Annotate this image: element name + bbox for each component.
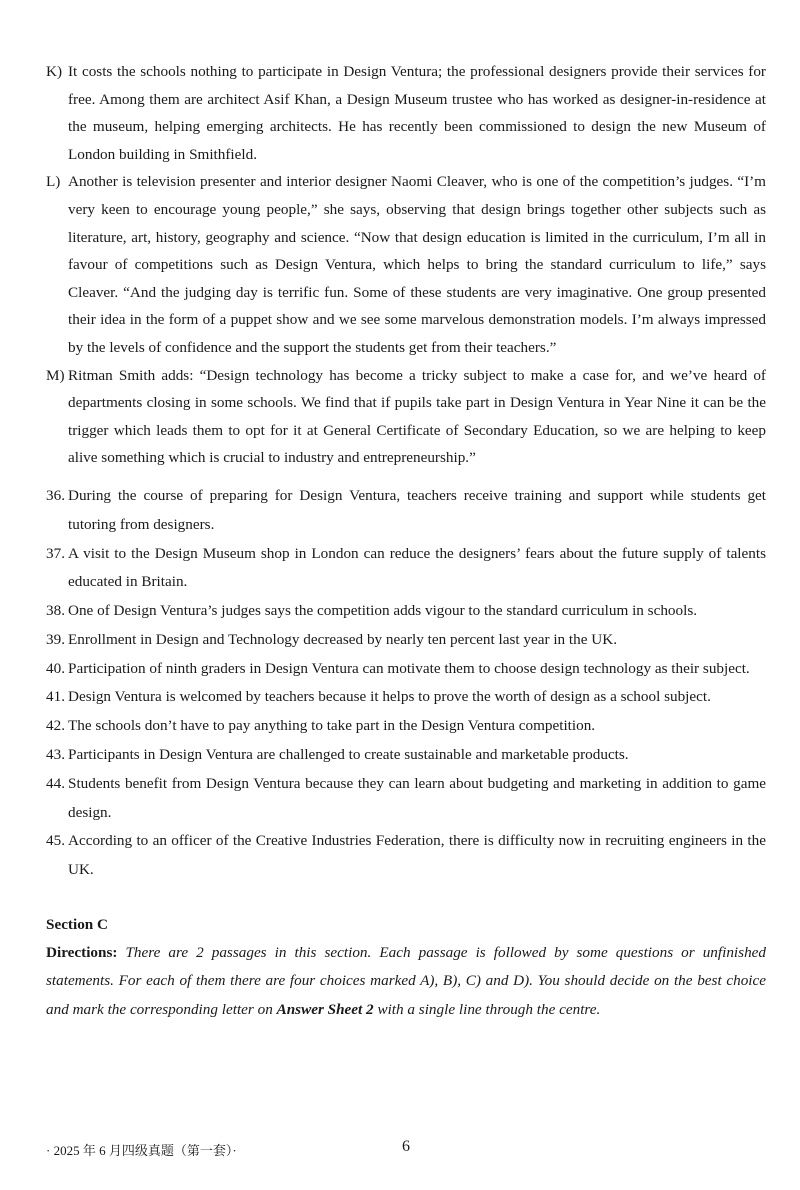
question-text: During the course of preparing for Design Ventura, teachers receive training and support while students get tutoring from designers. bbox=[68, 486, 766, 533]
question-number: 36. bbox=[46, 486, 65, 504]
question-text: Design Ventura is welcomed by teachers because it helps to prove the worth of design as a school subject. bbox=[68, 688, 711, 706]
question-number: 37. bbox=[46, 544, 65, 562]
paragraph-m bbox=[46, 362, 766, 472]
question-number: 42. bbox=[46, 717, 65, 735]
question-number: 44. bbox=[46, 774, 65, 792]
question-number: 39. bbox=[46, 630, 65, 648]
question-item bbox=[46, 482, 766, 540]
paragraph-label: M) bbox=[46, 366, 65, 384]
paragraph-text: It costs the schools nothing to participate in Design Ventura; the professional designers provide their services for free. Among them are architect Asif Khan, a Design Museum trustee who has worked as designer-in-residence at the museum, helping emerging architects. He has recently been commissioned to design the new Museum of London building in Smithfield. bbox=[68, 63, 766, 163]
question-number: 45. bbox=[46, 832, 65, 850]
page-number: 6 bbox=[402, 1138, 410, 1155]
question-number: 41. bbox=[46, 688, 65, 706]
directions-label: Directions: bbox=[46, 944, 118, 962]
question-text: Participation of ninth graders in Design Ventura can motivate them to choose design technology as their subject. bbox=[68, 659, 750, 677]
question-text: Participants in Design Ventura are challenged to create sustainable and marketable products. bbox=[68, 746, 629, 764]
exam-page bbox=[46, 58, 766, 1024]
passage-paragraphs bbox=[46, 58, 766, 472]
section-c bbox=[46, 911, 766, 1024]
question-text: Students benefit from Design Ventura because they can learn about budgeting and marketing in addition to game design. bbox=[68, 774, 766, 821]
paragraph-label: L) bbox=[46, 173, 61, 191]
section-directions bbox=[46, 939, 766, 1024]
question-text: A visit to the Design Museum shop in London can reduce the designers’ fears about the future supply of talents educated in Britain. bbox=[68, 544, 766, 591]
paragraph-text: Another is television presenter and interior designer Naomi Cleaver, who is one of the competition’s judges. “I’m very keen to encourage young people,” she says, observing that design brings together other subjects such as literature, art, history, geography and science. “Now that design education is limited in the curriculum, I’m all in favour of competitions such as Design Ventura, which helps to bring the standard curriculum to life,” says Cleaver. “And the judging day is terrific fun. Some of these students are very imaginative. One group presented their idea in the form of a puppet show and we see some marvelous demonstration models. I’m always impressed by the levels of confidence and the support the students get from their teachers.” bbox=[68, 173, 766, 356]
question-item bbox=[46, 540, 766, 598]
question-item bbox=[46, 712, 766, 741]
question-item bbox=[46, 683, 766, 712]
question-text: One of Design Ventura’s judges says the competition adds vigour to the standard curriculum in schools. bbox=[68, 602, 698, 620]
paragraph-label: K) bbox=[46, 63, 63, 80]
exam-label: · 2025 年 6 月四级真题（第一套）· bbox=[46, 1143, 237, 1158]
question-item bbox=[46, 770, 766, 828]
question-text: Enrollment in Design and Technology decreased by nearly ten percent last year in the UK. bbox=[68, 630, 618, 648]
directions-text: There are 2 passages in this section. Each passage is followed by some questions or unfinished statements. For each of them there are four choices marked A), B), C) and D). You should decide on the best choice and mark the corresponding letter on bbox=[46, 944, 766, 1018]
question-item bbox=[46, 827, 766, 885]
page-footer bbox=[40, 1138, 760, 1160]
question-text: According to an officer of the Creative Industries Federation, there is difficulty now in recruiting engineers in the UK. bbox=[68, 832, 766, 879]
question-item bbox=[46, 741, 766, 770]
question-item bbox=[46, 655, 766, 684]
directions-text-end: with a single line through the centre. bbox=[373, 1000, 601, 1018]
section-title: Section C bbox=[46, 916, 109, 934]
question-item bbox=[46, 597, 766, 626]
question-number: 43. bbox=[46, 746, 65, 764]
answer-sheet-ref: Answer Sheet 2 bbox=[276, 1000, 374, 1018]
paragraph-l bbox=[46, 168, 766, 361]
paragraph-text: Ritman Smith adds: “Design technology has become a tricky subject to make a case for, and we’ve heard of departments closing in some schools. We find that if pupils take part in Design Ventura in Year Nine it can be the trigger which leads them to opt for it at General Certificate of Secondary Education, so we are helping to keep alive something which is crucial to industry and entrepreneurship.” bbox=[68, 366, 766, 467]
question-text: The schools don’t have to pay anything to take part in the Design Ventura competition. bbox=[68, 717, 596, 735]
paragraph-k bbox=[46, 58, 766, 168]
question-number: 40. bbox=[46, 659, 65, 677]
question-list bbox=[46, 482, 766, 885]
question-number: 38. bbox=[46, 602, 65, 620]
question-item bbox=[46, 626, 766, 655]
